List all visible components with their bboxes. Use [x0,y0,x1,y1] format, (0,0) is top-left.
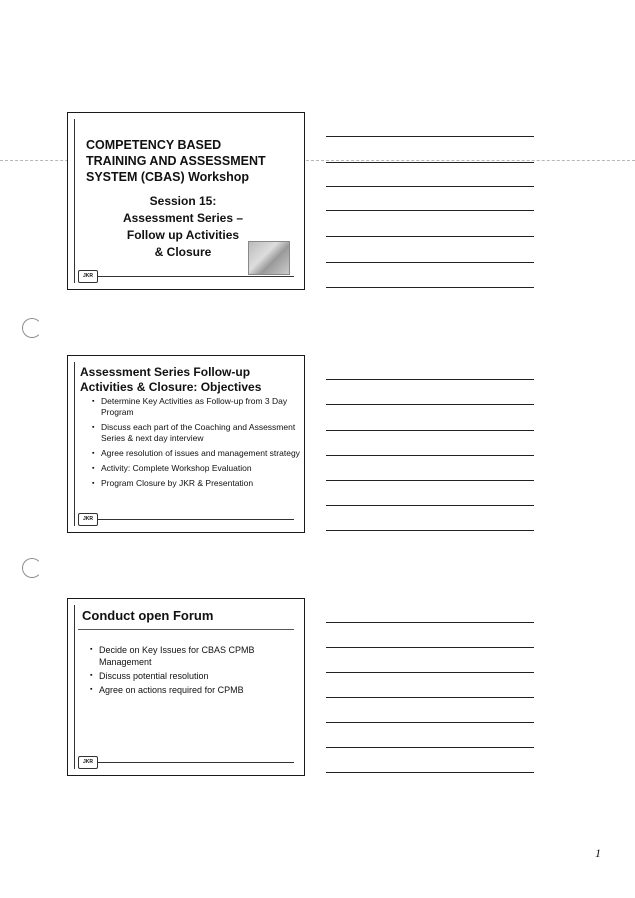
objectives-list [92,396,302,493]
session-line: Session 15: [149,194,217,208]
note-line [326,186,534,187]
note-line [326,530,534,531]
slide-1 [67,112,305,290]
jkr-logo-icon: JKR [78,270,98,283]
title-line: SYSTEM (CBAS) Workshop [86,170,249,184]
note-line [326,622,534,623]
note-line [326,262,534,263]
page-number: 1 [595,846,601,860]
session-line: Assessment Series – [122,211,244,225]
punch-hole-bottom [22,558,42,578]
slide-2 [67,355,305,533]
slide-3-title: Conduct open Forum [82,608,214,623]
title-line: TRAINING AND ASSESSMENT [86,154,266,168]
jkr-logo-icon: JKR [78,756,98,769]
note-line [326,480,534,481]
title-line: Activities & Closure: Objectives [80,380,262,394]
list-item: ▪ Agree on actions required for CPMB [90,684,295,696]
list-item: ▪ Determine Key Activities as Follow-up from 3 Day Program [92,396,302,418]
note-line [326,404,534,405]
forum-list [90,644,295,698]
note-line [326,136,534,137]
list-item: ▪ Program Closure by JKR & Presentation [92,478,302,489]
note-line [326,430,534,431]
list-item: ▪ Discuss each part of the Coaching and Assessment Series & next day interview [92,422,302,444]
note-line [326,722,534,723]
note-line [326,162,534,163]
note-line [326,772,534,773]
slide-3 [67,598,305,776]
note-line [326,747,534,748]
note-line [326,287,534,288]
note-line [326,379,534,380]
note-line [326,672,534,673]
note-line [326,647,534,648]
list-item: ▪ Activity: Complete Workshop Evaluation [92,463,302,474]
session-line: & Closure [154,245,212,259]
note-line [326,697,534,698]
jkr-logo-icon: JKR [78,513,98,526]
slide-2-title [80,365,295,395]
punch-hole-top [22,318,42,338]
list-item: ▪ Agree resolution of issues and management strategy [92,448,302,459]
slide-footer-rule [78,276,294,277]
note-line [326,455,534,456]
building-photo [248,241,290,275]
title-rule [78,629,294,630]
list-item: ▪ Discuss potential resolution [90,670,295,682]
slide-footer-rule [78,519,294,520]
note-line [326,505,534,506]
list-item: ▪ Decide on Key Issues for CBAS CPMB Management [90,644,295,668]
title-line: COMPETENCY BASED [86,138,222,152]
note-line [326,236,534,237]
slide-footer-rule [78,762,294,763]
title-line: Assessment Series Follow-up [80,365,251,379]
note-line [326,210,534,211]
slide-1-title [86,137,296,185]
session-line: Follow up Activities [126,228,240,242]
